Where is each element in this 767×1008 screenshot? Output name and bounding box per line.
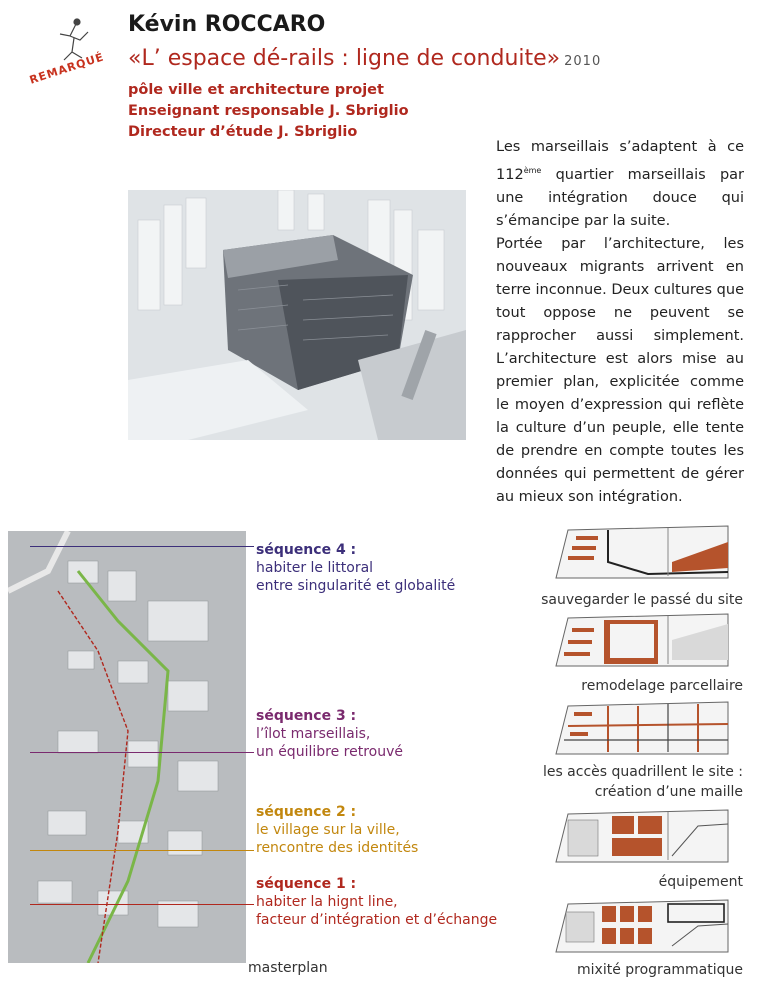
paragraph-1-sup: ème bbox=[523, 166, 542, 175]
description-text bbox=[496, 136, 744, 509]
sequence-4-leader bbox=[30, 546, 254, 547]
sequence-line: habiter la hignt line, bbox=[256, 894, 398, 910]
sequence-4 bbox=[256, 541, 455, 595]
sequence-1-leader bbox=[30, 904, 254, 905]
sequence-2 bbox=[256, 803, 418, 857]
diagram-equipement bbox=[548, 806, 740, 866]
masterplan-image bbox=[8, 531, 246, 963]
sequence-line: un équilibre retrouvé bbox=[256, 744, 403, 760]
sequence-title: séquence 3 : bbox=[256, 708, 357, 724]
caption-acces-line: les accès quadrillent le site : bbox=[542, 764, 743, 780]
sequence-line: le village sur la ville, bbox=[256, 822, 400, 838]
caption-remodelage: remodelage parcellaire bbox=[581, 678, 743, 694]
meta-line: Directeur d’étude J. Sbriglio bbox=[128, 124, 358, 140]
paragraph-1-a: Les marseillais s’adaptent à ce 112 bbox=[496, 139, 744, 183]
sequence-line: rencontre des identités bbox=[256, 840, 419, 856]
remarque-label: REMARQUÉ bbox=[27, 50, 106, 87]
sequence-3-leader bbox=[30, 752, 254, 753]
project-title-text: «L’ espace dé-rails : ligne de conduite» bbox=[128, 46, 561, 71]
diagram-remodelage bbox=[548, 610, 740, 670]
sequence-line: l’îlot marseillais, bbox=[256, 726, 371, 742]
caption-equipement: équipement bbox=[658, 874, 743, 890]
masterplan-label: masterplan bbox=[248, 960, 328, 976]
project-title bbox=[128, 46, 601, 71]
sequence-2-leader bbox=[30, 850, 254, 851]
figure-icon bbox=[60, 19, 88, 60]
diagram-acces bbox=[548, 698, 740, 758]
sequence-line: facteur d’intégration et d’échange bbox=[256, 912, 498, 928]
caption-acces bbox=[543, 762, 743, 802]
paragraph-2: Portée par l’architecture, les nouveaux migrants arrivent en terre inconnue. Deux cultures que tout oppose ne peuvent se rapprocher aussi simplement. L’architecture est alors mise au premier plan, explicitée comme le moyen d’expression qui reflète la culture d’un peuple, elle tente de prendre en compte toutes les données qui permettent de gérer au mieux son intégration. bbox=[496, 235, 744, 505]
aerial-render-image bbox=[128, 190, 466, 440]
sequence-line: habiter le littoral bbox=[256, 560, 374, 576]
sequence-title: séquence 2 : bbox=[256, 804, 357, 820]
project-meta bbox=[128, 80, 409, 143]
meta-line: pôle ville et architecture projet bbox=[128, 82, 384, 98]
caption-acces-line: création d’une maille bbox=[594, 784, 743, 800]
meta-line: Enseignant responsable J. Sbriglio bbox=[128, 103, 409, 119]
diagram-mixite bbox=[548, 896, 740, 956]
author-name: Kévin ROCCARO bbox=[128, 12, 326, 37]
paragraph-1-b: quartier marseillais par une intégration douce qui s’émancipe par la suite. bbox=[496, 166, 744, 229]
sequence-title: séquence 1 : bbox=[256, 876, 357, 892]
diagram-sauvegarder bbox=[548, 522, 740, 582]
caption-mixite: mixité programmatique bbox=[577, 962, 743, 978]
sequence-line: entre singularité et globalité bbox=[256, 578, 456, 594]
caption-sauvegarder: sauvegarder le passé du site bbox=[541, 592, 743, 608]
sequence-title: séquence 4 : bbox=[256, 542, 357, 558]
sequence-3 bbox=[256, 707, 403, 761]
paragraph-1 bbox=[496, 136, 744, 233]
sequence-1 bbox=[256, 875, 497, 929]
project-year: 2010 bbox=[564, 54, 602, 69]
